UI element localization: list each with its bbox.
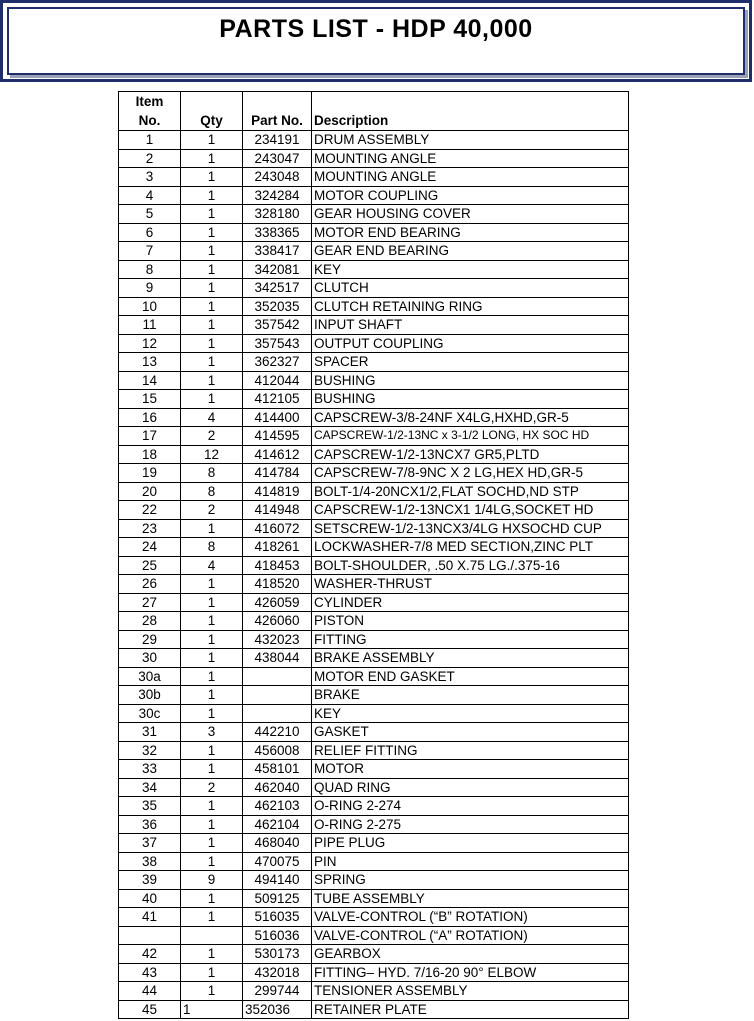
item-no-cell: 30 [119,649,181,668]
description-cell: BUSHING [312,371,629,390]
part-no-cell: 432023 [243,630,312,649]
table-row [119,704,629,723]
table-row [119,593,629,612]
description-cell: CAPSCREW-7/8-9NC X 2 LG,HEX HD,GR-5 [312,464,629,483]
table-row [119,778,629,797]
description-cell: MOTOR COUPLING [312,186,629,205]
item-no-cell: 34 [119,778,181,797]
table-row [119,649,629,668]
table-row [119,297,629,316]
table-row [119,390,629,409]
table-row [119,889,629,908]
description-cell: SPRING [312,871,629,890]
table-row [119,168,629,187]
qty-cell: 2 [181,427,243,446]
table-row [119,538,629,557]
item-no-cell: 22 [119,501,181,520]
description-cell: CYLINDER [312,593,629,612]
table-row [119,723,629,742]
description-cell: KEY [312,704,629,723]
qty-cell: 1 [181,852,243,871]
qty-cell: 1 [181,704,243,723]
item-no-cell: 7 [119,242,181,261]
part-no-cell: 438044 [243,649,312,668]
item-no-cell: 24 [119,538,181,557]
item-no-cell: 39 [119,871,181,890]
qty-cell: 1 [181,242,243,261]
description-cell: FITTING– HYD. 7/16-20 90° ELBOW [312,963,629,982]
part-no-cell: 328180 [243,205,312,224]
qty-cell: 3 [181,723,243,742]
qty-cell: 4 [181,408,243,427]
table-row [119,353,629,372]
item-no-cell: 15 [119,390,181,409]
item-no-cell: 28 [119,612,181,631]
qty-cell: 1 [181,371,243,390]
description-cell: CAPSCREW-1/2-13NCX7 GR5,PLTD [312,445,629,464]
part-no-cell: 516036 [243,926,312,945]
part-no-cell: 414784 [243,464,312,483]
qty-cell: 9 [181,871,243,890]
table-row [119,371,629,390]
parts-table [118,91,629,1019]
description-cell: WASHER-THRUST [312,575,629,594]
qty-cell: 1 [181,205,243,224]
part-no-cell: 432018 [243,963,312,982]
description-cell: MOUNTING ANGLE [312,149,629,168]
table-row [119,556,629,575]
item-no-cell: 1 [119,131,181,150]
qty-cell: 1 [181,334,243,353]
item-no-cell: 30b [119,686,181,705]
description-cell: BRAKE [312,686,629,705]
part-no-cell: 470075 [243,852,312,871]
table-row [119,1000,629,1019]
item-no-cell: 20 [119,482,181,501]
description-cell: CAPSCREW-1/2-13NCX1 1/4LG,SOCKET HD [312,501,629,520]
item-no-cell: 36 [119,815,181,834]
page-title: PARTS LIST - HDP 40,000 [219,15,533,43]
qty-cell: 1 [181,649,243,668]
item-no-cell: 41 [119,908,181,927]
column-header-item-line2: No. [138,113,161,128]
part-no-cell: 468040 [243,834,312,853]
table-row [119,519,629,538]
qty-cell: 1 [181,223,243,242]
table-row [119,242,629,261]
description-cell: GASKET [312,723,629,742]
description-cell: CAPSCREW-1/2-13NC x 3-1/2 LONG, HX SOC HD [312,427,629,446]
item-no-cell: 27 [119,593,181,612]
table-row [119,667,629,686]
part-no-cell [243,704,312,723]
description-cell: TUBE ASSEMBLY [312,889,629,908]
qty-cell: 1 [181,741,243,760]
table-row [119,427,629,446]
table-row [119,612,629,631]
qty-cell: 1 [181,260,243,279]
part-no-cell: 462103 [243,797,312,816]
qty-cell: 8 [181,538,243,557]
description-cell: O-RING 2-274 [312,797,629,816]
qty-cell: 1 [181,834,243,853]
part-no-cell: 342081 [243,260,312,279]
item-no-cell: 19 [119,464,181,483]
column-header-item-no [119,92,181,131]
description-cell: CLUTCH RETAINING RING [312,297,629,316]
part-no-cell: 458101 [243,760,312,779]
table-row [119,149,629,168]
table-row [119,982,629,1001]
description-cell: LOCKWASHER-7/8 MED SECTION,ZINC PLT [312,538,629,557]
description-cell: DRUM ASSEMBLY [312,131,629,150]
qty-cell: 1 [181,593,243,612]
parts-table-body [119,131,629,1019]
qty-cell: 1 [181,168,243,187]
part-no-cell: 234191 [243,131,312,150]
qty-cell: 12 [181,445,243,464]
item-no-cell: 2 [119,149,181,168]
description-cell: BOLT-1/4-20NCX1/2,FLAT SOCHD,ND STP [312,482,629,501]
part-no-cell: 414612 [243,445,312,464]
qty-cell: 1 [181,519,243,538]
item-no-cell: 10 [119,297,181,316]
table-row [119,260,629,279]
table-row [119,686,629,705]
qty-cell: 2 [181,778,243,797]
description-cell: PIN [312,852,629,871]
item-no-cell: 32 [119,741,181,760]
item-no-cell: 38 [119,852,181,871]
table-row [119,945,629,964]
part-no-cell: 243047 [243,149,312,168]
description-cell: GEAR END BEARING [312,242,629,261]
part-no-cell: 362327 [243,353,312,372]
item-no-cell: 12 [119,334,181,353]
part-no-cell: 426059 [243,593,312,612]
description-cell: CAPSCREW-3/8-24NF X4LG,HXHD,GR-5 [312,408,629,427]
part-no-cell: 352036 [243,1000,312,1019]
qty-cell: 1 [181,279,243,298]
description-cell: INPUT SHAFT [312,316,629,335]
table-row [119,482,629,501]
qty-cell: 1 [181,297,243,316]
item-no-cell: 35 [119,797,181,816]
column-header-description: Description [312,92,629,131]
qty-cell: 1 [181,982,243,1001]
table-row [119,908,629,927]
part-no-cell: 418520 [243,575,312,594]
item-no-cell: 43 [119,963,181,982]
table-row [119,445,629,464]
qty-cell: 8 [181,482,243,501]
column-header-qty: Qty [181,92,243,131]
description-cell: GEARBOX [312,945,629,964]
description-cell: VALVE-CONTROL (“A” ROTATION) [312,926,629,945]
part-no-cell: 412044 [243,371,312,390]
description-cell: RETAINER PLATE [312,1000,629,1019]
qty-cell: 2 [181,501,243,520]
description-cell: O-RING 2-275 [312,815,629,834]
item-no-cell: 26 [119,575,181,594]
qty-cell: 1 [181,797,243,816]
table-row [119,926,629,945]
description-cell: BUSHING [312,390,629,409]
description-cell: PIPE PLUG [312,834,629,853]
description-cell: SETSCREW-1/2-13NCX3/4LG HXSOCHD CUP [312,519,629,538]
part-no-cell: 494140 [243,871,312,890]
item-no-cell: 29 [119,630,181,649]
item-no-cell: 14 [119,371,181,390]
part-no-cell: 342517 [243,279,312,298]
description-cell: FITTING [312,630,629,649]
qty-cell: 1 [181,667,243,686]
part-no-cell: 462040 [243,778,312,797]
table-row [119,963,629,982]
part-no-cell: 357543 [243,334,312,353]
qty-cell: 1 [181,1000,243,1019]
description-cell: CLUTCH [312,279,629,298]
part-no-cell: 462104 [243,815,312,834]
item-no-cell: 4 [119,186,181,205]
part-no-cell: 516035 [243,908,312,927]
qty-cell: 1 [181,131,243,150]
part-no-cell [243,686,312,705]
table-row [119,760,629,779]
table-row [119,131,629,150]
table-row [119,205,629,224]
part-no-cell: 414595 [243,427,312,446]
item-no-cell: 33 [119,760,181,779]
table-row [119,279,629,298]
qty-cell: 1 [181,945,243,964]
part-no-cell: 530173 [243,945,312,964]
part-no-cell: 414948 [243,501,312,520]
item-no-cell: 23 [119,519,181,538]
part-no-cell: 338365 [243,223,312,242]
part-no-cell [243,667,312,686]
item-no-cell: 25 [119,556,181,575]
description-cell: BRAKE ASSEMBLY [312,649,629,668]
item-no-cell: 13 [119,353,181,372]
item-no-cell: 37 [119,834,181,853]
qty-cell: 1 [181,390,243,409]
part-no-cell: 418261 [243,538,312,557]
description-cell: VALVE-CONTROL (“B” ROTATION) [312,908,629,927]
description-cell: SPACER [312,353,629,372]
part-no-cell: 357542 [243,316,312,335]
table-row [119,223,629,242]
item-no-cell: 8 [119,260,181,279]
part-no-cell: 299744 [243,982,312,1001]
table-row [119,464,629,483]
description-cell: RELIEF FITTING [312,741,629,760]
qty-cell: 1 [181,575,243,594]
table-row [119,852,629,871]
qty-cell: 1 [181,815,243,834]
part-no-cell: 442210 [243,723,312,742]
item-no-cell: 45 [119,1000,181,1019]
table-row [119,871,629,890]
qty-cell: 4 [181,556,243,575]
qty-cell: 1 [181,908,243,927]
part-no-cell: 243048 [243,168,312,187]
item-no-cell: 3 [119,168,181,187]
item-no-cell: 40 [119,889,181,908]
table-row [119,334,629,353]
description-cell: MOTOR END BEARING [312,223,629,242]
item-no-cell: 31 [119,723,181,742]
table-header-row [119,92,629,131]
description-cell: MOUNTING ANGLE [312,168,629,187]
item-no-cell: 16 [119,408,181,427]
table-row [119,741,629,760]
table-row [119,316,629,335]
description-cell: PISTON [312,612,629,631]
table-row [119,797,629,816]
table-row [119,630,629,649]
part-no-cell: 324284 [243,186,312,205]
part-no-cell: 509125 [243,889,312,908]
part-no-cell: 414819 [243,482,312,501]
item-no-cell: 30a [119,667,181,686]
table-row [119,575,629,594]
part-no-cell: 338417 [243,242,312,261]
qty-cell: 1 [181,149,243,168]
item-no-cell: 6 [119,223,181,242]
item-no-cell: 11 [119,316,181,335]
item-no-cell [119,926,181,945]
qty-cell: 8 [181,464,243,483]
table-row [119,186,629,205]
part-no-cell: 418453 [243,556,312,575]
title-banner [0,0,752,82]
part-no-cell: 416072 [243,519,312,538]
qty-cell: 1 [181,686,243,705]
description-cell: TENSIONER ASSEMBLY [312,982,629,1001]
item-no-cell: 9 [119,279,181,298]
item-no-cell: 42 [119,945,181,964]
description-cell: MOTOR [312,760,629,779]
description-cell: QUAD RING [312,778,629,797]
item-no-cell: 5 [119,205,181,224]
table-row [119,834,629,853]
column-header-item-line1: Item [135,94,164,109]
qty-cell: 1 [181,630,243,649]
description-cell: OUTPUT COUPLING [312,334,629,353]
part-no-cell: 426060 [243,612,312,631]
description-cell: GEAR HOUSING COVER [312,205,629,224]
description-cell: BOLT-SHOULDER, .50 X.75 LG./.375-16 [312,556,629,575]
qty-cell: 1 [181,316,243,335]
qty-cell [181,926,243,945]
item-no-cell: 44 [119,982,181,1001]
item-no-cell: 17 [119,427,181,446]
part-no-cell: 456008 [243,741,312,760]
part-no-cell: 414400 [243,408,312,427]
table-row [119,501,629,520]
part-no-cell: 352035 [243,297,312,316]
item-no-cell: 30c [119,704,181,723]
table-row [119,815,629,834]
qty-cell: 1 [181,353,243,372]
part-no-cell: 412105 [243,390,312,409]
description-cell: KEY [312,260,629,279]
column-header-part-no: Part No. [243,92,312,131]
item-no-cell: 18 [119,445,181,464]
description-cell: MOTOR END GASKET [312,667,629,686]
table-row [119,408,629,427]
qty-cell: 1 [181,612,243,631]
qty-cell: 1 [181,760,243,779]
qty-cell: 1 [181,963,243,982]
qty-cell: 1 [181,889,243,908]
qty-cell: 1 [181,186,243,205]
